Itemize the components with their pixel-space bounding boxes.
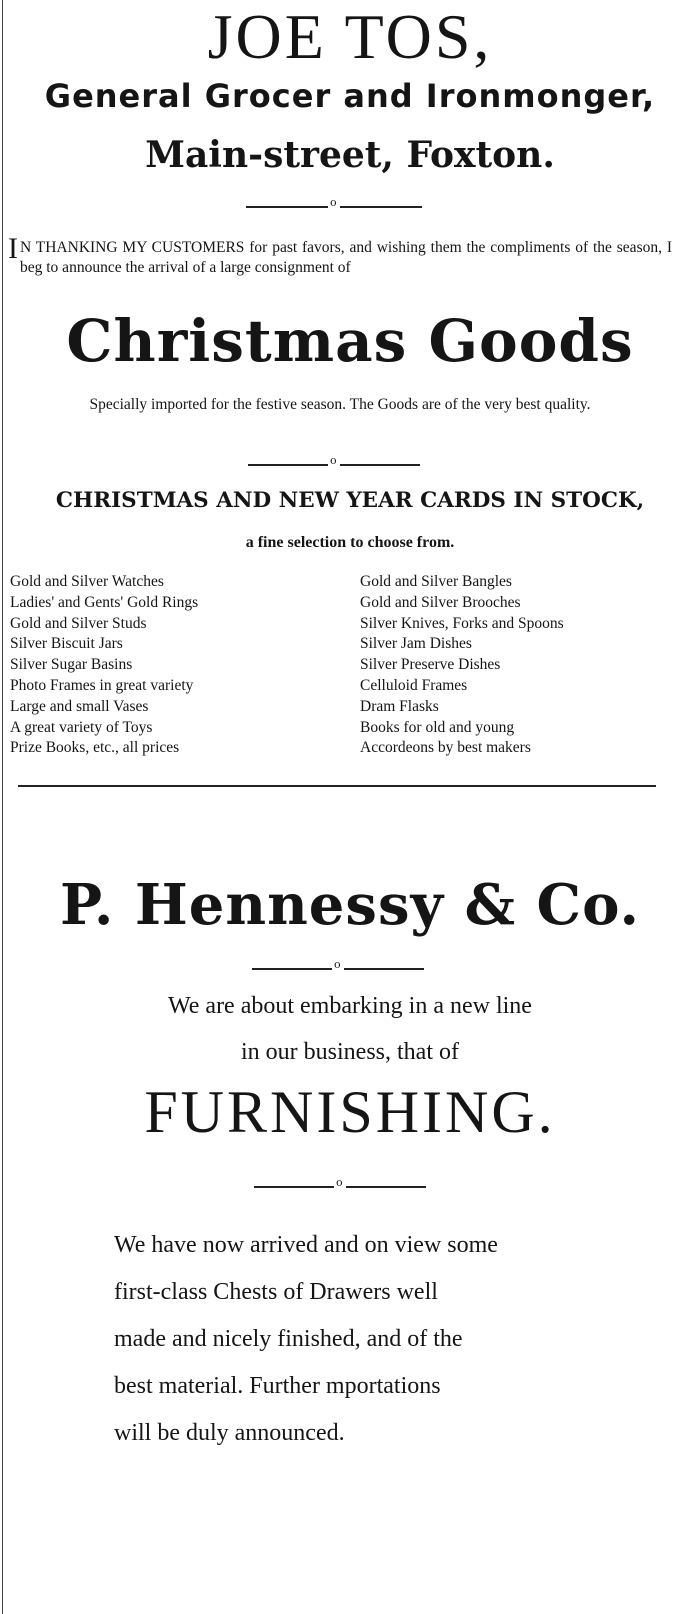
section-separator-rule (18, 785, 656, 787)
body-line: best material. Further mportations (114, 1373, 441, 1399)
cards-in-stock-heading: CHRISTMAS AND NEW YEAR CARDS IN STOCK, (55, 488, 645, 513)
list-item: Silver Sugar Basins (10, 656, 133, 674)
list-item: Silver Knives, Forks and Spoons (360, 614, 564, 632)
ornamental-divider: o (248, 458, 420, 470)
body-line: first-class Chests of Drawers well (114, 1279, 438, 1305)
drop-cap: I (8, 232, 18, 265)
list-item: Gold and Silver Bangles (360, 573, 512, 590)
list-item: Silver Biscuit Jars (10, 635, 123, 653)
ornamental-divider: o (252, 962, 424, 974)
list-item: Books for old and young (360, 718, 515, 736)
body-line: We have now arrived and on view some (114, 1232, 498, 1258)
embark-line-2: in our business, that of (241, 1039, 459, 1065)
list-item: Accordeons by best makers (360, 739, 531, 757)
list-item: Gold and Silver Brooches (360, 593, 521, 611)
advertiser-name-joe-tos: JOE TOS, (207, 1, 493, 72)
list-item: A great variety of Toys (10, 718, 153, 736)
list-item: Dram Flasks (360, 697, 439, 715)
christmas-goods-headline: Christmas Goods (66, 307, 634, 375)
list-item: Prize Books, etc., all prices (10, 739, 180, 757)
intro-paragraph (8, 232, 672, 278)
list-item: Large and small Vases (10, 697, 149, 715)
cards-subheading: a fine selection to choose from. (245, 534, 455, 551)
list-item: Gold and Silver Studs (10, 614, 147, 632)
furnishing-body-paragraph (114, 1222, 564, 1457)
advertiser-trade: General Grocer and Ironmonger, (44, 77, 656, 115)
goods-list-left (10, 572, 198, 759)
list-item: Silver Preserve Dishes (360, 656, 501, 674)
body-line: will be duly announced. (114, 1420, 345, 1446)
list-item: Gold and Silver Watches (10, 573, 164, 590)
list-item: Photo Frames in great variety (10, 676, 194, 694)
embark-line-1: We are about embarking in a new line (168, 993, 532, 1019)
list-item: Ladies' and Gents' Gold Rings (10, 593, 199, 611)
advertiser-name-hennessy: P. Hennessy & Co. (59, 872, 640, 938)
body-line: made and nicely finished, and of the (114, 1326, 463, 1352)
furnishing-headline: FURNISHING. (144, 1079, 556, 1145)
advertiser-address: Main-street, Foxton. (145, 134, 555, 176)
intro-text: N THANKING MY CUSTOMERS for past favors, and wishing them the compliments of the season, I beg to announce the arrival of a large consignment of (20, 239, 672, 276)
ornamental-divider: o (254, 1180, 426, 1192)
list-item: Silver Jam Dishes (360, 635, 472, 653)
list-item: Celluloid Frames (360, 676, 468, 694)
special-import-text: Specially imported for the festive season. The Goods are of the very best quality. (89, 396, 591, 413)
ornamental-divider: o (246, 200, 422, 212)
page-left-border (2, 0, 3, 1614)
goods-list-right (360, 572, 564, 759)
